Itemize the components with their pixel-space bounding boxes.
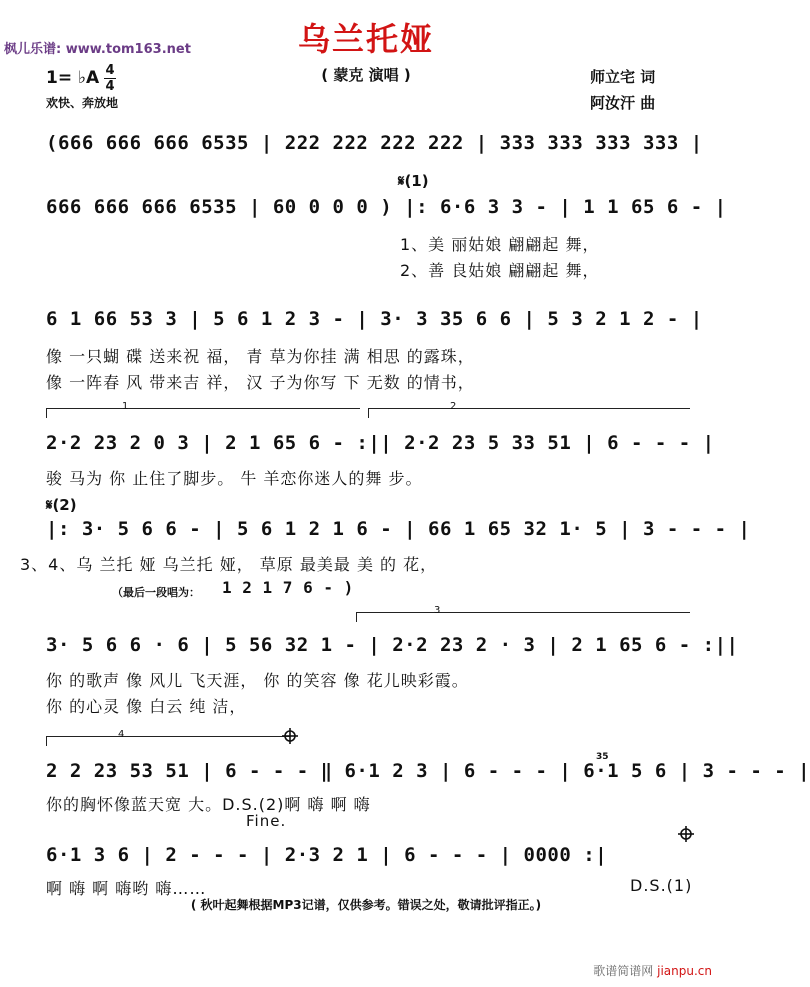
site-watermark: 枫儿乐谱: www.tom163.net (4, 42, 191, 57)
volta-number-3: 3 (434, 605, 441, 616)
composer-credit: 阿汝汗 曲 (590, 94, 656, 112)
notation-row-1: (666 666 666 6535 | 222 222 222 222 | 333 333 333 333 | (46, 132, 703, 154)
lyric-row-2b: 2、善 良姑娘 翩翩起 舞， (400, 261, 600, 280)
alt-ending-label: （最后一段唱为： (112, 586, 200, 599)
lyric-row-5: 3、4、乌 兰托 娅 乌兰托 娅， 草原 最美最 美 的 花， (20, 555, 438, 574)
volta-bracket-2 (368, 408, 690, 409)
lyric-row-3a: 像 一只蝴 碟 送来祝 福， 青 草为你挂 满 相思 的露珠， (46, 347, 475, 366)
notation-row-3: 6 1 66 53 3 | 5 6 1 2 3 - | 3· 3 35 6 6 | 5 3 2 1 2 - | (46, 308, 703, 330)
footer-note: ( 秋叶起舞根据MP3记谱，仅供参考。错误之处，敬请批评指正。) (190, 898, 542, 912)
song-title: 乌兰托娅 (297, 20, 434, 58)
bottom-watermark-text: 歌谱简谱网 (593, 964, 658, 978)
volta-number-1: 1 (122, 401, 129, 412)
key-signature: 1= ♭A (46, 68, 100, 88)
time-top: 4 (105, 63, 115, 78)
coda-icon-2 (678, 826, 694, 842)
volta-bracket-3 (356, 612, 690, 613)
time-bottom: 4 (105, 79, 115, 94)
segno-2: 𝄋(2) (46, 496, 77, 514)
notation-row-7: 2 2 23 53 51 | 6 - - - ‖ 6·1 2 3 | 6 - - - | 6·1 5 6 | 3 - - - | (46, 760, 810, 782)
notation-row-8: 6·1 3 6 | 2 - - - | 2·3 2 1 | 6 - - - | 0000 :| (46, 844, 608, 866)
lyric-row-7: 你的胸怀像蓝天宽 大。D.S.(2)啊 嗨 啊 嗨 (46, 795, 371, 814)
volta-bracket-4 (46, 736, 290, 737)
time-signature (104, 64, 116, 93)
bottom-watermark (593, 962, 712, 979)
notation-row-6: 3· 5 6 6 · 6 | 5 56 32 1 - | 2·2 23 2 · 3 | 2 1 65 6 - :|| (46, 634, 739, 656)
ds-marking: D.S.(1) (630, 876, 693, 895)
bottom-watermark-domain: jianpu.cn (657, 964, 712, 978)
lyric-row-3b: 像 一阵春 风 带来吉 祥， 汉 子为你写 下 无数 的情书， (46, 373, 475, 392)
lyric-row-4: 骏 马为 你 止住了脚步。 牛 羊恋你迷人的舞 步。 (46, 469, 423, 488)
lyric-row-6a: 你 的歌声 像 风儿 飞天涯， 你 的笑容 像 花儿映彩霞。 (46, 671, 469, 690)
segno-1: 𝄋(1) (398, 172, 429, 190)
fine-marking: Fine. (246, 812, 287, 830)
lyric-row-2a: 1、美 丽姑娘 翩翩起 舞， (400, 235, 600, 254)
lyricist-credit: 师立宅 词 (590, 68, 656, 86)
lyric-row-6b: 你 的心灵 像 白云 纯 洁， (46, 697, 247, 716)
volta-number-4: 4 (118, 729, 125, 740)
alt-ending-notes: 1 2 1 7 6 - ) (222, 578, 354, 597)
notation-row-5: |: 3· 5 6 6 - | 5 6 1 2 1 6 - | 66 1 65 32 1· 5 | 3 - - - | (46, 518, 751, 540)
volta-number-2: 2 (450, 401, 457, 412)
tempo-marking: 欢快、奔放地 (46, 96, 119, 110)
singer-credit: ( 蒙克 演唱 ) (321, 66, 411, 84)
volta-bracket-1 (46, 408, 360, 409)
coda-icon (282, 728, 298, 744)
notation-row-2: 666 666 666 6535 | 60 0 0 0 ) |: 6·6 3 3 - | 1 1 65 6 - | (46, 196, 727, 218)
grace-note: 35 (596, 752, 609, 762)
notation-row-4: 2·2 23 2 0 3 | 2 1 65 6 - :|| 2·2 23 5 33 51 | 6 - - - | (46, 432, 715, 454)
lyric-row-8: 啊 嗨 啊 嗨哟 嗨…… (46, 879, 207, 898)
